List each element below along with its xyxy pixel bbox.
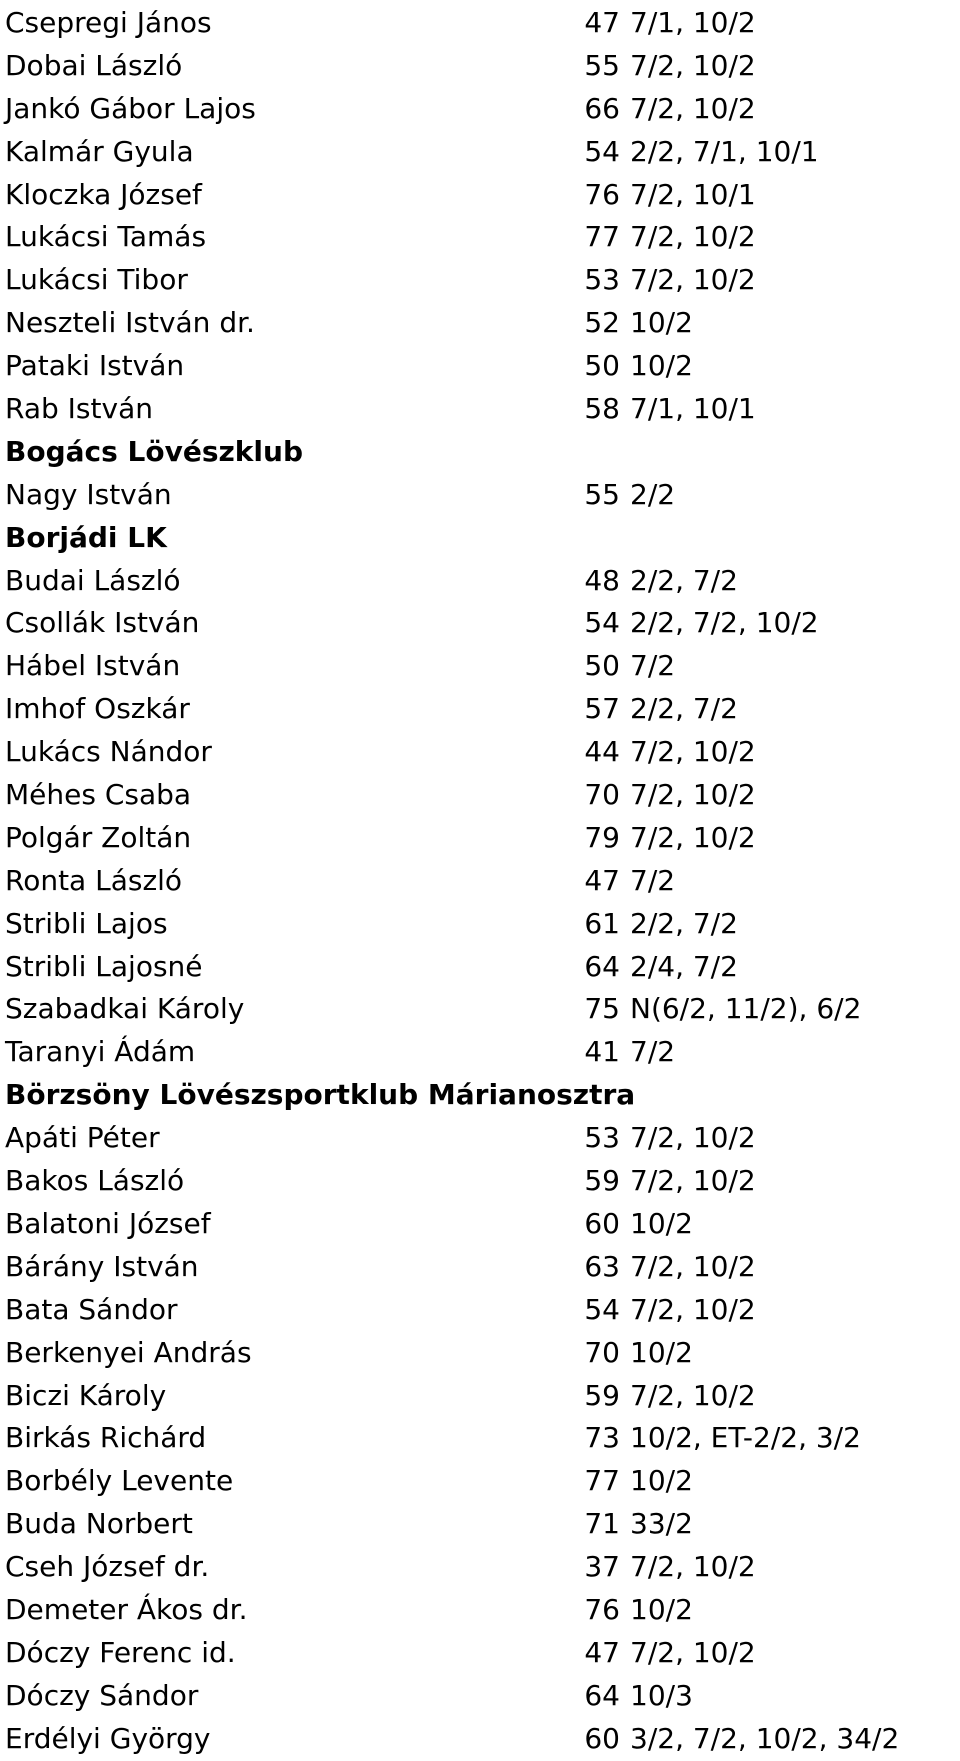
member-age: 76 bbox=[584, 177, 620, 211]
member-age: 61 bbox=[584, 906, 620, 940]
club-name: Börzsöny Lövészsportklub Márianosztra bbox=[5, 1078, 636, 1112]
member-events: 7/2 bbox=[630, 1035, 676, 1069]
club-heading bbox=[5, 431, 955, 474]
member-row bbox=[5, 2, 955, 45]
member-name: Berkenyei András bbox=[5, 1335, 252, 1369]
member-row bbox=[5, 946, 955, 989]
member-row bbox=[5, 1246, 955, 1289]
member-events: 2/4, 7/2 bbox=[630, 949, 738, 983]
member-name: Balatoni József bbox=[5, 1206, 211, 1240]
member-events: 7/2, 10/2 bbox=[630, 1249, 756, 1283]
member-age: 47 bbox=[584, 1635, 620, 1669]
member-row bbox=[5, 1460, 955, 1503]
member-name: Dóczy Sándor bbox=[5, 1678, 199, 1712]
member-row bbox=[5, 774, 955, 817]
member-age: 37 bbox=[584, 1550, 620, 1584]
member-name: Lukácsi Tibor bbox=[5, 263, 188, 297]
member-events: 7/2, 10/2 bbox=[630, 1635, 756, 1669]
member-events: 10/2 bbox=[630, 1464, 693, 1498]
member-row bbox=[5, 1589, 955, 1632]
member-name: Dóczy Ferenc id. bbox=[5, 1635, 236, 1669]
member-events: 7/2, 10/2 bbox=[630, 1550, 756, 1584]
club-name: Bogács Lövészklub bbox=[5, 434, 304, 468]
member-age: 70 bbox=[584, 778, 620, 812]
member-row bbox=[5, 731, 955, 774]
member-name: Méhes Csaba bbox=[5, 778, 192, 812]
member-age: 50 bbox=[584, 649, 620, 683]
member-name: Kalmár Gyula bbox=[5, 134, 194, 168]
member-events: 7/2, 10/1 bbox=[630, 177, 756, 211]
member-events: N(6/2, 11/2), 6/2 bbox=[630, 992, 862, 1026]
member-events: 2/2, 7/2, 10/2 bbox=[630, 606, 819, 640]
member-age: 57 bbox=[584, 692, 620, 726]
member-age: 50 bbox=[584, 349, 620, 383]
member-age: 54 bbox=[584, 1292, 620, 1326]
member-name: Neszteli István dr. bbox=[5, 306, 255, 340]
member-name: Bakos László bbox=[5, 1164, 185, 1198]
member-age: 63 bbox=[584, 1249, 620, 1283]
member-age: 52 bbox=[584, 306, 620, 340]
member-name: Stribli Lajosné bbox=[5, 949, 203, 983]
member-row bbox=[5, 1031, 955, 1074]
member-name: Lukács Nándor bbox=[5, 735, 212, 769]
member-age: 54 bbox=[584, 134, 620, 168]
member-age: 53 bbox=[584, 263, 620, 297]
member-name: Hábel István bbox=[5, 649, 181, 683]
member-age: 77 bbox=[584, 1464, 620, 1498]
member-age: 64 bbox=[584, 949, 620, 983]
member-name: Pataki István bbox=[5, 349, 185, 383]
member-row bbox=[5, 345, 955, 388]
member-row bbox=[5, 1332, 955, 1375]
member-row bbox=[5, 1503, 955, 1546]
member-row bbox=[5, 131, 955, 174]
member-row bbox=[5, 1160, 955, 1203]
member-name: Csollák István bbox=[5, 606, 200, 640]
member-events: 10/2, ET-2/2, 3/2 bbox=[630, 1421, 861, 1455]
member-name: Ronta László bbox=[5, 863, 183, 897]
member-name: Rab István bbox=[5, 392, 153, 426]
member-row bbox=[5, 860, 955, 903]
member-name: Dobai László bbox=[5, 48, 183, 82]
member-age: 71 bbox=[584, 1507, 620, 1541]
member-row bbox=[5, 645, 955, 688]
member-events: 3/2, 7/2, 10/2, 34/2 bbox=[630, 1721, 900, 1755]
club-heading bbox=[5, 1074, 955, 1117]
member-age: 59 bbox=[584, 1378, 620, 1412]
member-name: Lukácsi Tamás bbox=[5, 220, 207, 254]
member-events: 7/2, 10/2 bbox=[630, 263, 756, 297]
member-row bbox=[5, 903, 955, 946]
member-name: Erdélyi György bbox=[5, 1721, 211, 1755]
member-events: 2/2, 7/2 bbox=[630, 906, 738, 940]
member-name: Biczi Károly bbox=[5, 1378, 167, 1412]
member-events: 2/2 bbox=[630, 477, 676, 511]
member-row bbox=[5, 302, 955, 345]
member-name: Demeter Ákos dr. bbox=[5, 1592, 248, 1626]
member-age: 55 bbox=[584, 477, 620, 511]
member-name: Budai László bbox=[5, 563, 181, 597]
member-row bbox=[5, 388, 955, 431]
member-name: Birkás Richárd bbox=[5, 1421, 207, 1455]
member-events: 7/1, 10/1 bbox=[630, 392, 756, 426]
member-row bbox=[5, 1203, 955, 1246]
member-row bbox=[5, 1417, 955, 1460]
member-age: 60 bbox=[584, 1206, 620, 1240]
member-age: 77 bbox=[584, 220, 620, 254]
member-age: 44 bbox=[584, 735, 620, 769]
member-age: 47 bbox=[584, 863, 620, 897]
member-age: 54 bbox=[584, 606, 620, 640]
member-row bbox=[5, 1117, 955, 1160]
member-row bbox=[5, 216, 955, 259]
member-age: 47 bbox=[584, 6, 620, 39]
member-age: 58 bbox=[584, 392, 620, 426]
member-list bbox=[5, 2, 955, 1761]
member-name: Apáti Péter bbox=[5, 1121, 160, 1155]
member-name: Nagy István bbox=[5, 477, 172, 511]
member-row bbox=[5, 817, 955, 860]
member-age: 76 bbox=[584, 1592, 620, 1626]
member-age: 41 bbox=[584, 1035, 620, 1069]
member-row bbox=[5, 1546, 955, 1589]
member-age: 66 bbox=[584, 91, 620, 125]
member-events: 10/2 bbox=[630, 349, 693, 383]
member-name: Bárány István bbox=[5, 1249, 199, 1283]
member-events: 33/2 bbox=[630, 1507, 693, 1541]
member-age: 75 bbox=[584, 992, 620, 1026]
member-age: 53 bbox=[584, 1121, 620, 1155]
member-row bbox=[5, 988, 955, 1031]
member-name: Borbély Levente bbox=[5, 1464, 234, 1498]
member-events: 7/2 bbox=[630, 649, 676, 683]
member-events: 7/2, 10/2 bbox=[630, 778, 756, 812]
member-age: 60 bbox=[584, 1721, 620, 1755]
member-name: Kloczka József bbox=[5, 177, 202, 211]
member-row bbox=[5, 1718, 955, 1761]
member-age: 64 bbox=[584, 1678, 620, 1712]
member-age: 79 bbox=[584, 820, 620, 854]
member-name: Buda Norbert bbox=[5, 1507, 193, 1541]
member-row bbox=[5, 174, 955, 217]
member-events: 7/2, 10/2 bbox=[630, 220, 756, 254]
member-events: 7/2, 10/2 bbox=[630, 1121, 756, 1155]
member-row bbox=[5, 602, 955, 645]
member-row bbox=[5, 1289, 955, 1332]
member-row bbox=[5, 560, 955, 603]
member-age: 70 bbox=[584, 1335, 620, 1369]
member-events: 10/2 bbox=[630, 306, 693, 340]
member-name: Polgár Zoltán bbox=[5, 820, 192, 854]
member-events: 7/2, 10/2 bbox=[630, 48, 756, 82]
member-name: Csepregi János bbox=[5, 6, 212, 39]
member-age: 55 bbox=[584, 48, 620, 82]
member-name: Bata Sándor bbox=[5, 1292, 178, 1326]
member-row bbox=[5, 474, 955, 517]
member-name: Szabadkai Károly bbox=[5, 992, 245, 1026]
member-row bbox=[5, 1675, 955, 1718]
member-events: 10/3 bbox=[630, 1678, 693, 1712]
member-events: 2/2, 7/2 bbox=[630, 563, 738, 597]
member-age: 48 bbox=[584, 563, 620, 597]
member-name: Cseh József dr. bbox=[5, 1550, 210, 1584]
member-events: 7/2, 10/2 bbox=[630, 1378, 756, 1412]
member-events: 7/2, 10/2 bbox=[630, 1292, 756, 1326]
member-row bbox=[5, 45, 955, 88]
member-events: 10/2 bbox=[630, 1592, 693, 1626]
member-events: 10/2 bbox=[630, 1206, 693, 1240]
member-events: 10/2 bbox=[630, 1335, 693, 1369]
member-name: Imhof Oszkár bbox=[5, 692, 190, 726]
member-age: 59 bbox=[584, 1164, 620, 1198]
club-heading bbox=[5, 517, 955, 560]
club-name: Borjádi LK bbox=[5, 520, 167, 554]
member-events: 2/2, 7/1, 10/1 bbox=[630, 134, 819, 168]
member-events: 7/2, 10/2 bbox=[630, 91, 756, 125]
member-row bbox=[5, 688, 955, 731]
member-age: 73 bbox=[584, 1421, 620, 1455]
member-events: 7/2, 10/2 bbox=[630, 735, 756, 769]
member-name: Stribli Lajos bbox=[5, 906, 168, 940]
member-events: 7/2, 10/2 bbox=[630, 820, 756, 854]
member-row bbox=[5, 88, 955, 131]
member-events: 7/1, 10/2 bbox=[630, 6, 756, 39]
member-name: Taranyi Ádám bbox=[5, 1035, 196, 1069]
member-events: 7/2 bbox=[630, 863, 676, 897]
member-name: Jankó Gábor Lajos bbox=[5, 91, 256, 125]
member-row bbox=[5, 259, 955, 302]
member-events: 7/2, 10/2 bbox=[630, 1164, 756, 1198]
member-events: 2/2, 7/2 bbox=[630, 692, 738, 726]
member-row bbox=[5, 1375, 955, 1418]
member-row bbox=[5, 1632, 955, 1675]
